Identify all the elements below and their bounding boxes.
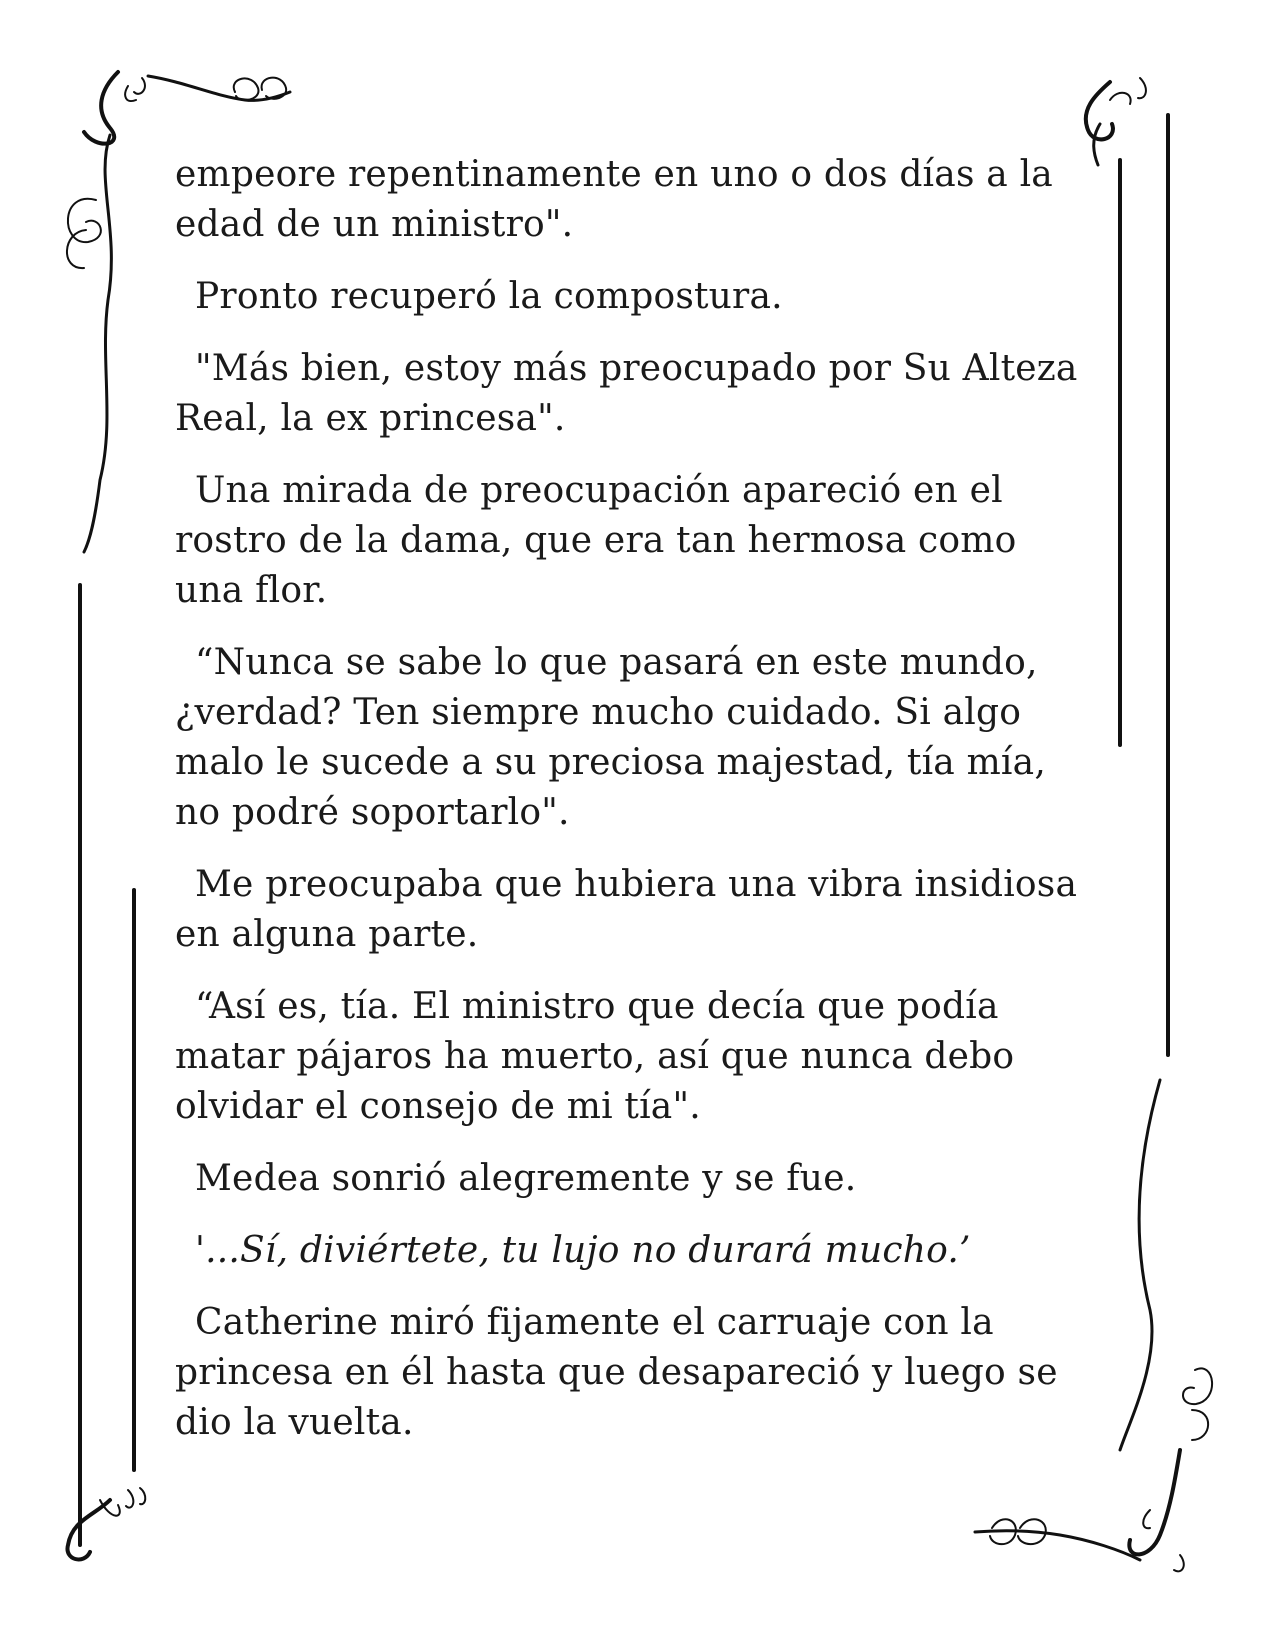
paragraph: Pronto recuperó la compostura. (195, 276, 783, 317)
paragraph: “Así es, tía. El ministro que decía que podía matar pájaros ha muerto, así que nunca debo olvidar el consejo de mi tía". (175, 986, 1015, 1127)
paragraph: Me preocupaba que hubiera una vibra insidiosa en alguna parte. (175, 864, 1078, 955)
page-body (175, 150, 1095, 1470)
paragraph: Una mirada de preocupación apareció en el rostro de la dama, que era tan hermosa como una flor. (175, 470, 1017, 611)
paragraph: Catherine miró fijamente el carruaje con la princesa en él hasta que desapareció y luego se dio la vuelta. (175, 1302, 1058, 1443)
paragraph: "Más bien, estoy más preocupado por Su Alteza Real, la ex princesa". (175, 348, 1078, 439)
paragraph: empeore repentinamente en uno o dos días a la edad de un ministro". (175, 154, 1053, 245)
thought-paragraph: '...Sí, diviértete, tu lujo no durará mucho.’ (195, 1230, 971, 1271)
paragraph: “Nunca se sabe lo que pasará en este mundo, ¿verdad? Ten siempre mucho cuidado. Si algo malo le sucede a su preciosa majestad, tía mía, no podré soportarlo". (175, 642, 1046, 833)
paragraph: Medea sonrió alegremente y se fue. (195, 1158, 857, 1199)
